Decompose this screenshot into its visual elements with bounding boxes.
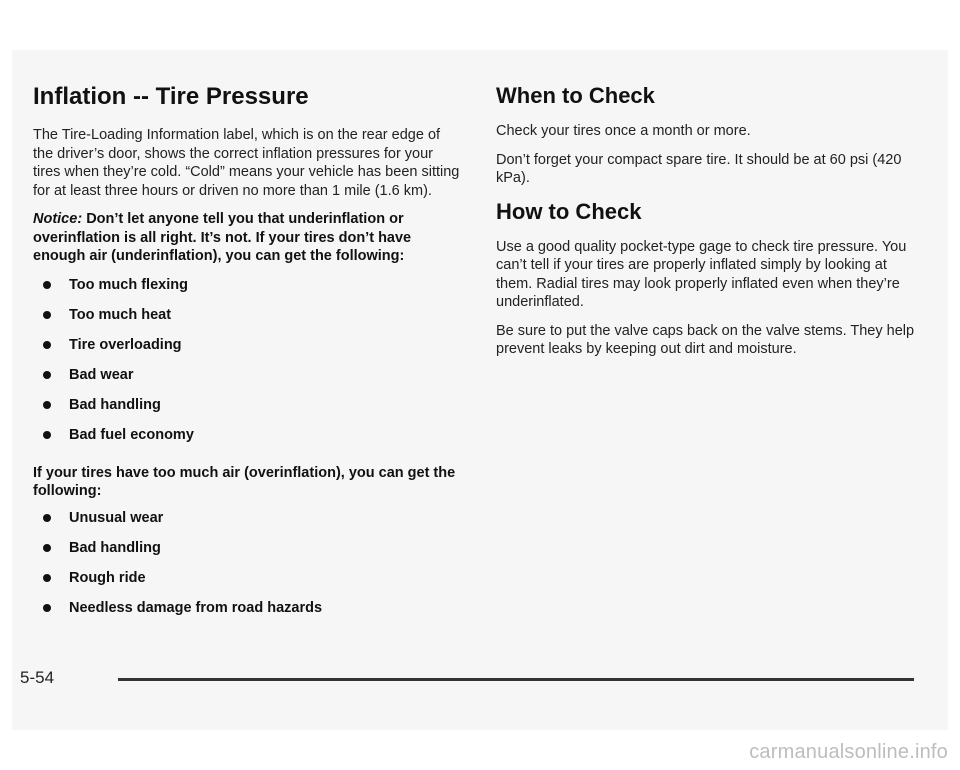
bullet-icon: [43, 341, 51, 349]
intro-paragraph: The Tire-Loading Information label, which is on the rear edge of the driver’s door, shows the correct inflation pressures for your tires when they’re cold. “Cold” means your vehicle has been sitting for at least three hours or driven no more than 1 mile (1.6 km).: [33, 127, 460, 199]
list-item: Bad wear: [33, 366, 463, 396]
section-title-inflation: Inflation -- Tire Pressure: [33, 83, 309, 110]
bullet-icon: [43, 281, 51, 289]
list-item: Bad fuel economy: [33, 426, 463, 456]
bullet-icon: [43, 514, 51, 522]
list-item: Rough ride: [33, 569, 463, 599]
bullet-icon: [43, 604, 51, 612]
how-paragraph-2: Be sure to put the valve caps back on the valve stems. They help prevent leaks by keeping out dirt and moisture.: [496, 322, 915, 357]
bullet-icon: [43, 311, 51, 319]
overinflation-list: [33, 509, 463, 629]
list-item: Too much flexing: [33, 276, 463, 306]
when-paragraph-2: Don’t forget your compact spare tire. It should be at 60 psi (420 kPa).: [496, 151, 902, 186]
watermark: carmanualsonline.info: [749, 741, 948, 763]
list-item: Too much heat: [33, 306, 463, 336]
list-item: Tire overloading: [33, 336, 463, 366]
bullet-icon: [43, 544, 51, 552]
bullet-icon: [43, 431, 51, 439]
how-paragraph-1: Use a good quality pocket-type gage to check tire pressure. You can’t tell if your tires are properly inflated simply by looking at them. Radial tires may look properly inflated even when they’re underinflated.: [496, 238, 907, 310]
bullet-icon: [43, 574, 51, 582]
section-title-how: How to Check: [496, 198, 642, 224]
list-item: Bad handling: [33, 396, 463, 426]
notice-label: Notice:: [33, 211, 83, 227]
list-item: Unusual wear: [33, 509, 463, 539]
footer-rule: [118, 678, 914, 681]
page-number: 5-54: [20, 668, 55, 687]
notice-text: Don’t let anyone tell you that underinflation or overinflation is all right. It’s not. If your tires don’t have enough air (underinflation), you can get the following:: [33, 211, 412, 264]
list-item: Bad handling: [33, 539, 463, 569]
right-column: [496, 82, 916, 369]
overinflation-intro: If your tires have too much air (overinflation), you can get the following:: [33, 464, 456, 499]
underinflation-list: [33, 276, 463, 456]
bullet-icon: [43, 401, 51, 409]
notice-paragraph: [33, 210, 463, 266]
section-title-when: When to Check: [496, 83, 655, 108]
list-item: Needless damage from road hazards: [33, 599, 463, 629]
left-column: [33, 82, 463, 637]
when-paragraph-1: Check your tires once a month or more.: [496, 123, 751, 139]
bullet-icon: [43, 371, 51, 379]
